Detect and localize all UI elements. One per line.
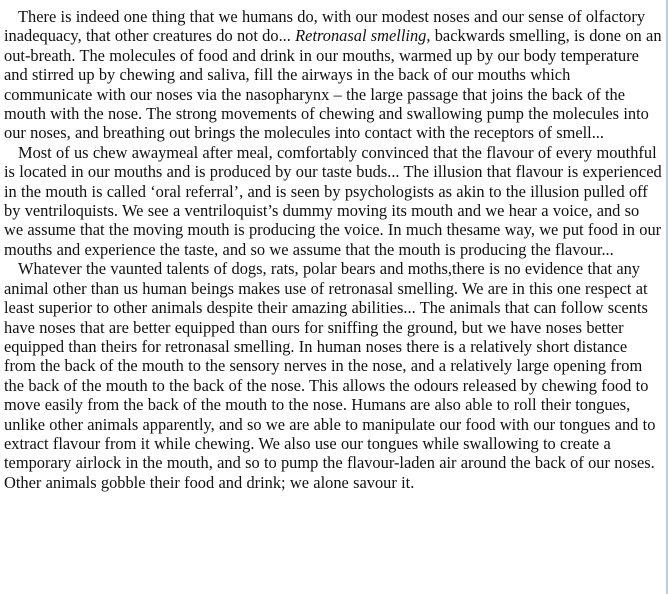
paragraph-1-emphasis: Retronasal smelling [295,26,427,46]
paragraph-1-rest: , backwards smelling, is done on an out-breath. The molecules of food and drink in our mouths, warmed up by our body temperature and stirred up by chewing and saliva, fill the airways in the back of our mouths which communicate with our noses via the nasopharynx – the large passage that joins the back of the mouth with the nose. The strong movements of chewing and swallowing pump the molecules into our noses, and breathing out brings the molecules into contact with the receptors of smell... [4,26,662,143]
paragraph-3: Whatever the vaunted talents of dogs, rats, polar bears and moths,there is no evidence that any animal other than us human beings makes use of retronasal smelling. We are in this one respect at least superior to other animals despite their amazing abilities... The animals that can follow scents have noses that are better equipped than ours for sniffing the ground, but we have noses better equipped than theirs for retronasal smelling. In human noses there is a relatively short distance from the back of the mouth to the sensory nerves in the nose, and a relatively large opening from the back of the mouth to the back of the nose. This allows the odours released by chewing food to move easily from the back of the mouth to the nose. Humans are also able to roll their tongues, unlike other animals apparently, and so we are able to manipulate our food with our tongues and to extract flavour from it while chewing. We also use our tongues while swallowing to create a temporary airlock in the mouth, and so to pump the flavour-laden air around the back of our noses. Other animals gobble their food and drink; we alone savour it. [4,259,656,492]
paragraph-2: Most of us chew awaymeal after meal, comfortably convinced that the flavour of every mouthful is located in our mouths and is produced by our taste buds... The illusion that flavour is experienced in the mouth is called ‘oral referral’, and is seen by psychologists as akin to the illusion pulled off by ventriloquists. We see a ventriloquist’s dummy moving its mouth and we hear a voice, and so we assume that the moving mouth is producing the voice. In much thesame way, we put food in our mouths and experience the taste, and so we assume that the mouth is producing the flavour... [4,142,662,259]
paragraph-1 [4,7,662,143]
paragraph-1-start: There is indeed one thing that we humans do, with our modest noses and our sense of olfactory inadequacy, that other creatures do not do... [4,7,646,46]
